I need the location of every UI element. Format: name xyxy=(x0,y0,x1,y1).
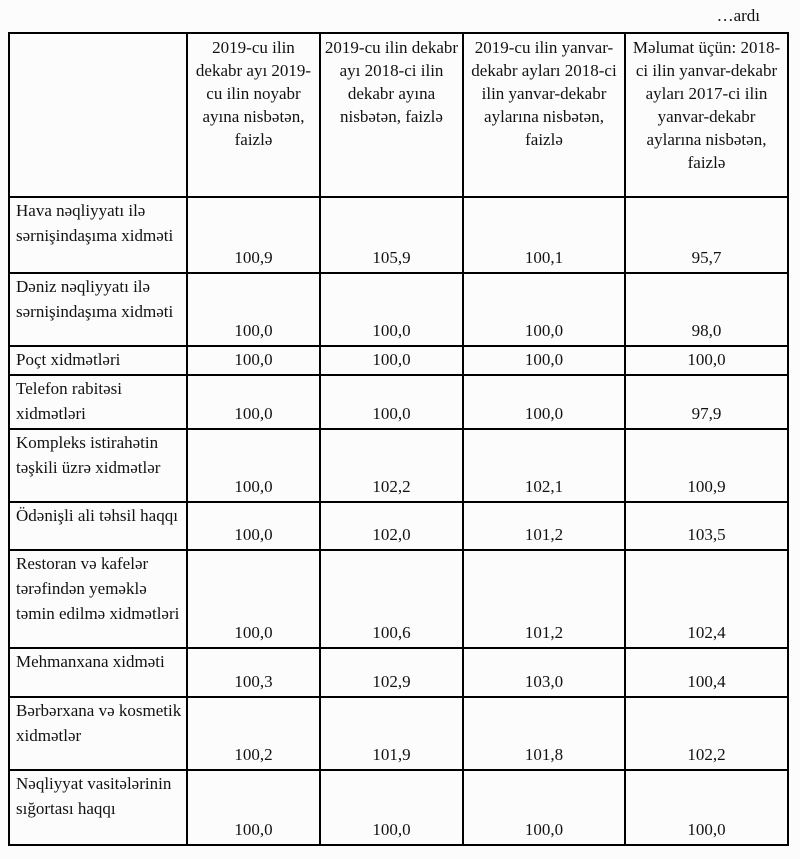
value-cell: 100,0 xyxy=(187,550,320,648)
row-label: Hava nəqliyyatı ilə sərnişindaşıma xidməti xyxy=(9,197,187,273)
row-label: Nəqliyyat vasitələrinin sığortası haqqı xyxy=(9,770,187,845)
value-cell: 100,0 xyxy=(320,375,463,429)
value-cell: 100,0 xyxy=(463,770,625,845)
value-cell: 100,0 xyxy=(320,346,463,375)
continuation-note: …ardı xyxy=(716,6,760,25)
row-label: Poçt xidmətləri xyxy=(9,346,187,375)
value-cell: 95,7 xyxy=(625,197,788,273)
value-cell: 100,0 xyxy=(187,770,320,845)
value-cell: 102,2 xyxy=(320,429,463,502)
value-cell: 100,9 xyxy=(187,197,320,273)
value-cell: 100,0 xyxy=(187,502,320,550)
table-row-air-transport xyxy=(9,197,788,273)
table-row-higher-education xyxy=(9,502,788,550)
row-label: Mehmanxana xidməti xyxy=(9,648,187,697)
value-cell: 100,0 xyxy=(320,273,463,346)
value-cell: 100,0 xyxy=(625,346,788,375)
value-cell: 101,8 xyxy=(463,697,625,770)
value-cell: 102,4 xyxy=(625,550,788,648)
row-label: Bərbərxana və kosmetik xidmətlər xyxy=(9,697,187,770)
value-cell: 100,4 xyxy=(625,648,788,697)
value-cell: 100,0 xyxy=(187,375,320,429)
value-cell: 105,9 xyxy=(320,197,463,273)
value-cell: 101,2 xyxy=(463,550,625,648)
column-header-dec2019-vs-dec2018: 2019-cu ilin dekabr ayı 2018-ci ilin dekabr ayına nisbətən, faizlə xyxy=(320,33,463,197)
value-cell: 100,0 xyxy=(187,429,320,502)
value-cell: 98,0 xyxy=(625,273,788,346)
value-cell: 103,5 xyxy=(625,502,788,550)
value-cell: 100,9 xyxy=(625,429,788,502)
row-label: Dəniz nəqliyyatı ilə sərnişindaşıma xidməti xyxy=(9,273,187,346)
value-cell: 100,1 xyxy=(463,197,625,273)
price-index-table xyxy=(8,32,789,846)
value-cell: 100,2 xyxy=(187,697,320,770)
row-label: Telefon rabitəsi xidmətləri xyxy=(9,375,187,429)
table-row-vehicle-insurance xyxy=(9,770,788,845)
value-cell: 102,1 xyxy=(463,429,625,502)
value-cell: 100,0 xyxy=(187,346,320,375)
header-row xyxy=(9,33,788,197)
value-cell: 100,0 xyxy=(463,346,625,375)
table-row-sea-transport xyxy=(9,273,788,346)
value-cell: 102,0 xyxy=(320,502,463,550)
column-header-dec2019-vs-nov2019: 2019-cu ilin dekabr ayı 2019-cu ilin noyabr ayına nisbətən, faizlə xyxy=(187,33,320,197)
value-cell: 101,9 xyxy=(320,697,463,770)
value-cell: 103,0 xyxy=(463,648,625,697)
table-row-hotel xyxy=(9,648,788,697)
table-row-restaurants-cafes xyxy=(9,550,788,648)
value-cell: 102,9 xyxy=(320,648,463,697)
value-cell: 102,2 xyxy=(625,697,788,770)
value-cell: 100,0 xyxy=(625,770,788,845)
value-cell: 97,9 xyxy=(625,375,788,429)
row-label: Kompleks istirahətin təşkili üzrə xidmətlər xyxy=(9,429,187,502)
value-cell: 101,2 xyxy=(463,502,625,550)
column-header-jandec2018-vs-jandec2017: Məlumat üçün: 2018-ci ilin yanvar-dekabr ayları 2017-ci ilin yanvar-dekabr aylarına nisbətən, faizlə xyxy=(625,33,788,197)
value-cell: 100,6 xyxy=(320,550,463,648)
value-cell: 100,0 xyxy=(463,375,625,429)
corner-cell xyxy=(9,33,187,197)
column-header-jandec2019-vs-jandec2018: 2019-cu ilin yanvar-dekabr ayları 2018-ci ilin yanvar-dekabr aylarına nisbətən, faizlə xyxy=(463,33,625,197)
row-label: Ödənişli ali təhsil haqqı xyxy=(9,502,187,550)
table-row-postal-services xyxy=(9,346,788,375)
value-cell: 100,0 xyxy=(463,273,625,346)
table-row-recreation xyxy=(9,429,788,502)
value-cell: 100,0 xyxy=(320,770,463,845)
value-cell: 100,0 xyxy=(187,273,320,346)
table-row-barber-cosmetic xyxy=(9,697,788,770)
row-label: Restoran və kafelər tərəfindən yeməklə təmin edilmə xidmətləri xyxy=(9,550,187,648)
table-row-telephone xyxy=(9,375,788,429)
value-cell: 100,3 xyxy=(187,648,320,697)
